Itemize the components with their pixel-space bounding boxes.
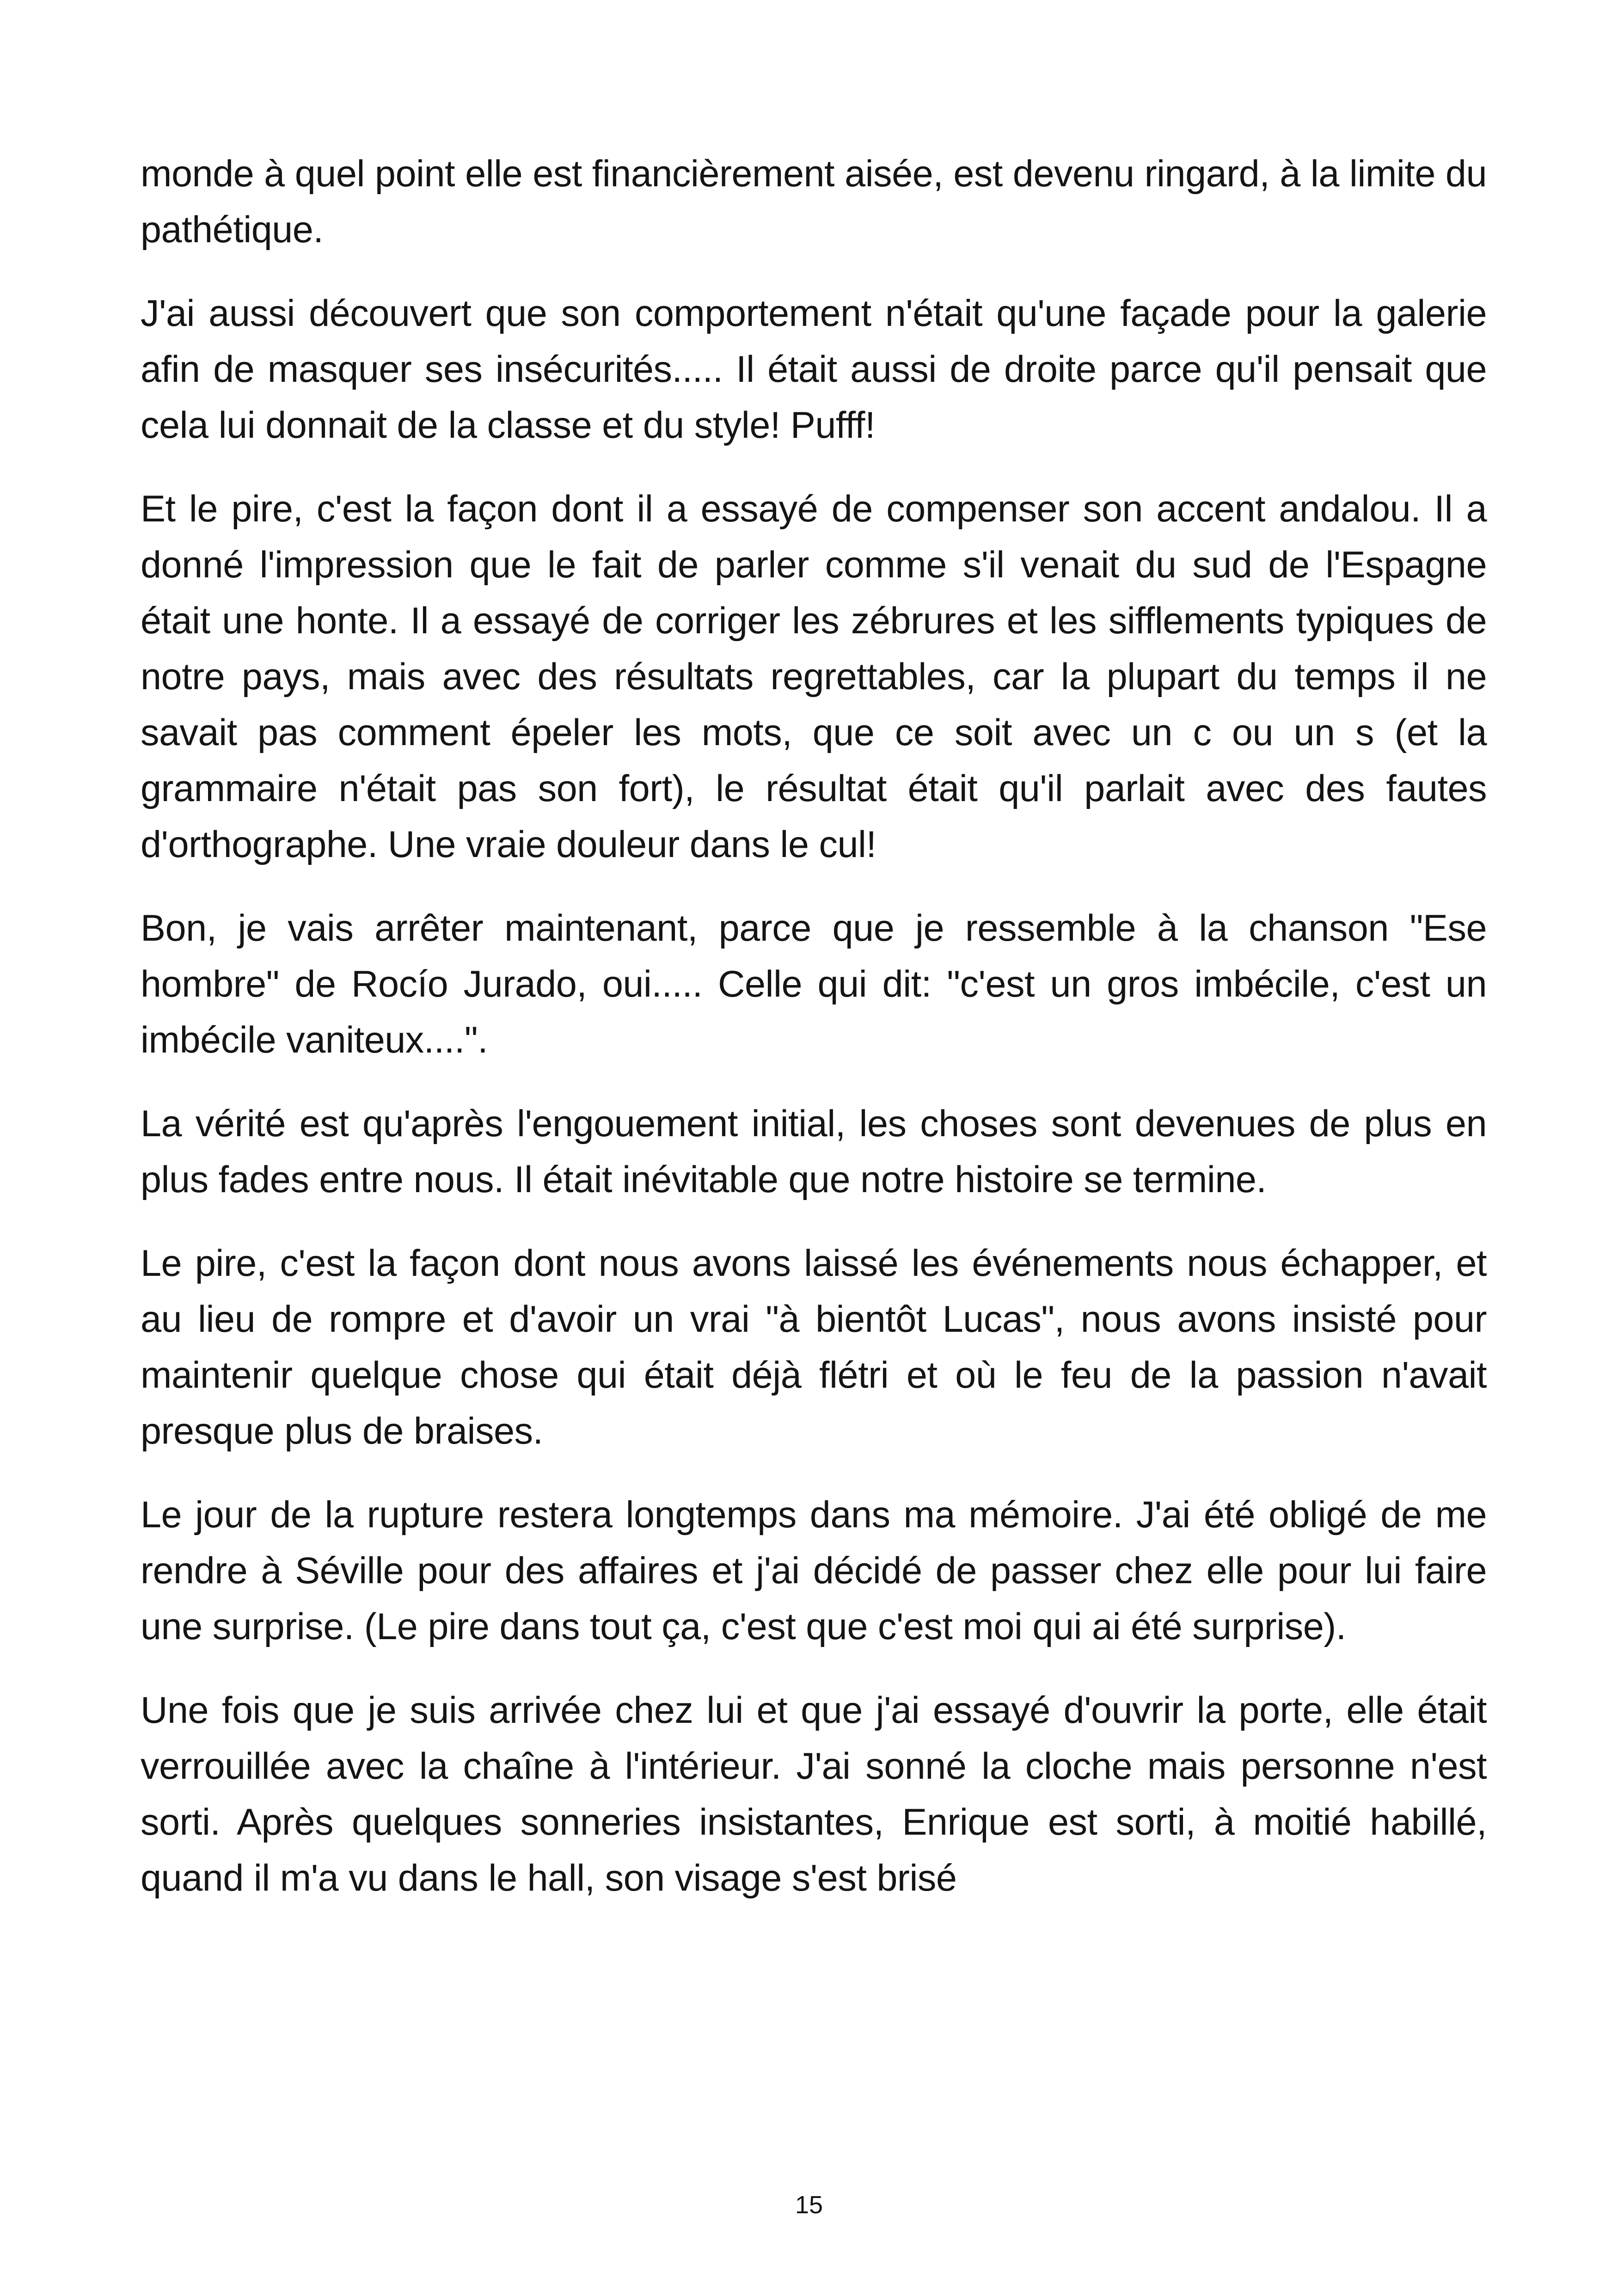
body-text	[141, 146, 1487, 1934]
paragraph-3: Et le pire, c'est la façon dont il a essayé de compenser son accent andalou. Il a donné l'impression que le fait de parler comme s'il venait du sud de l'Espagne était une honte. Il a essayé de corriger les zébrures et les sifflements typiques de notre pays, mais avec des résultats regrettables, car la plupart du temps il ne savait pas comment épeler les mots, que ce soit avec un c ou un s (et la grammaire n'était pas son fort), le résultat était qu'il parlait avec des fautes d'orthographe. Une vraie douleur dans le cul!	[141, 488, 1487, 865]
paragraph-2: J'ai aussi découvert que son comportement n'était qu'une façade pour la galerie afin de masquer ses insécurités..... Il était aussi de droite parce qu'il pensait que cela lui donnait de la classe et du style! Pufff!	[141, 293, 1487, 446]
paragraph-5: La vérité est qu'après l'engouement initial, les choses sont devenues de plus en plus fades entre nous. Il était inévitable que notre histoire se termine.	[141, 1103, 1487, 1200]
paragraph-4: Bon, je vais arrêter maintenant, parce que je ressemble à la chanson "Ese hombre" de Rocío Jurado, oui..... Celle qui dit: "c'est un gros imbécile, c'est un imbécile vaniteux....".	[141, 907, 1487, 1061]
paragraph-8: Une fois que je suis arrivée chez lui et que j'ai essayé d'ouvrir la porte, elle était verrouillée avec la chaîne à l'intérieur. J'ai sonné la cloche mais personne n'est sorti. Après quelques sonneries insistantes, Enrique est sorti, à moitié habillé, quand il m'a vu dans le hall, son visage s'est brisé	[141, 1690, 1487, 1899]
paragraph-6: Le pire, c'est la façon dont nous avons laissé les événements nous échapper, et au lieu de rompre et d'avoir un vrai "à bientôt Lucas", nous avons insisté pour maintenir quelque chose qui était déjà flétri et où le feu de la passion n'avait presque plus de braises.	[141, 1243, 1487, 1452]
paragraph-1: monde à quel point elle est financièrement aisée, est devenu ringard, à la limite du pathétique.	[141, 153, 1487, 251]
page-number: 15	[795, 2191, 823, 2219]
paragraph-7: Le jour de la rupture restera longtemps dans ma mémoire. J'ai été obligé de me rendre à Séville pour des affaires et j'ai décidé de passer chez elle pour lui faire une surprise. (Le pire dans tout ça, c'est que c'est moi qui ai été surprise).	[141, 1494, 1487, 1647]
